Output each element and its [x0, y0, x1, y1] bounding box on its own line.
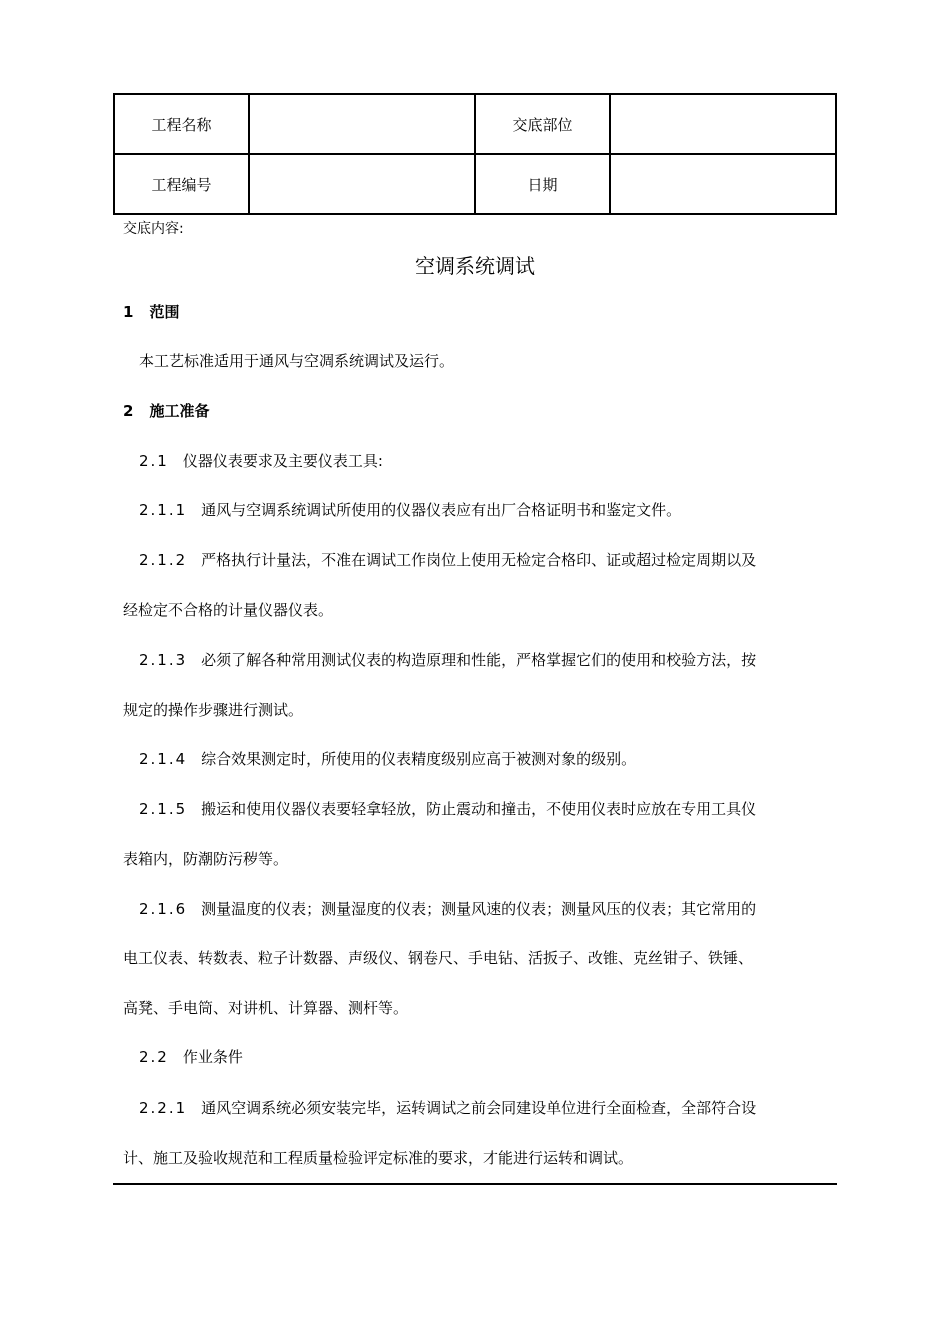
date-value [610, 154, 836, 214]
location-label: 交底部位 [475, 94, 610, 154]
item-number: 2.1.3 [139, 651, 188, 669]
item-2-1-6 [139, 899, 756, 919]
item-text: 作业条件 [182, 1048, 243, 1066]
item-number: 2.2 [139, 1048, 169, 1066]
project-no-label: 工程编号 [114, 154, 249, 214]
item-number: 2.1.6 [139, 900, 188, 918]
item-2-2-1 [139, 1098, 756, 1118]
item-number: 2.1.2 [139, 551, 188, 569]
location-value [610, 94, 836, 154]
item-2-1-5 [139, 799, 756, 819]
item-text: 必须了解各种常用测试仪表的构造原理和性能，严格掌握它们的使用和校验方法，按 [201, 651, 757, 669]
item-text: 测量温度的仪表；测量湿度的仪表；测量风速的仪表；测量风压的仪表；其它常用的 [201, 900, 757, 918]
section-heading [123, 401, 209, 421]
item-number: 2.1.1 [139, 501, 188, 519]
subsection-2-1 [139, 451, 383, 471]
header-table [113, 93, 837, 215]
item-2-1-4 [139, 749, 636, 769]
item-text: 严格执行计量法，不准在调试工作岗位上使用无检定合格印、证或超过检定周期以及 [201, 551, 757, 569]
item-2-1-1 [139, 500, 681, 520]
section-number: 1 [123, 303, 134, 321]
item-text: 通风空调系统必须安装完毕，运转调试之前会同建设单位进行全面检查，全部符合设 [201, 1099, 757, 1117]
item-text-continuation: 经检定不合格的计量仪器仪表。 [123, 601, 334, 619]
project-no-value [249, 154, 475, 214]
item-text: 搬运和使用仪器仪表要轻拿轻放，防止震动和撞击，不使用仪表时应放在专用工具仪 [201, 800, 757, 818]
item-text-continuation: 计、施工及验收规范和工程质量检验评定标准的要求，才能进行运转和调试。 [123, 1149, 634, 1167]
table-row [114, 94, 836, 154]
item-text: 综合效果测定时，所使用的仪表精度级别应高于被测对象的级别。 [201, 750, 637, 768]
item-text-continuation: 规定的操作步骤进行测试。 [123, 701, 304, 719]
item-2-1-3 [139, 650, 756, 670]
section-heading [123, 302, 179, 322]
content-label: 交底内容: [123, 221, 184, 237]
section-title: 施工准备 [149, 402, 210, 420]
item-text-continuation: 电工仪表、转数表、粒子计数器、声级仪、钢卷尺、手电钻、活扳子、改锥、克丝钳子、铁锤、 [123, 949, 754, 967]
project-name-value [249, 94, 475, 154]
date-label: 日期 [475, 154, 610, 214]
item-text: 仪器仪表要求及主要仪表工具: [182, 452, 383, 470]
paragraph: 本工艺标准适用于通风与空凋系统调试及运行。 [139, 352, 455, 370]
item-number: 2.1 [139, 452, 169, 470]
page-title: 空调系统调试 [415, 254, 535, 278]
item-number: 2.2.1 [139, 1099, 188, 1117]
item-text: 通风与空调系统调试所使用的仪器仪表应有出厂合格证明书和鉴定文件。 [201, 501, 682, 519]
section-number: 2 [123, 402, 134, 420]
item-2-1-2 [139, 550, 756, 570]
section-title: 范围 [149, 303, 180, 321]
item-text-continuation: 表箱内，防潮防污秽等。 [123, 850, 289, 868]
item-number: 2.1.5 [139, 800, 188, 818]
item-text-continuation: 高凳、手电筒、对讲机、计算器、测杆等。 [123, 999, 409, 1017]
table-row [114, 154, 836, 214]
item-number: 2.1.4 [139, 750, 188, 768]
subsection-2-2 [139, 1047, 243, 1067]
bottom-divider [113, 1183, 837, 1185]
project-name-label: 工程名称 [114, 94, 249, 154]
